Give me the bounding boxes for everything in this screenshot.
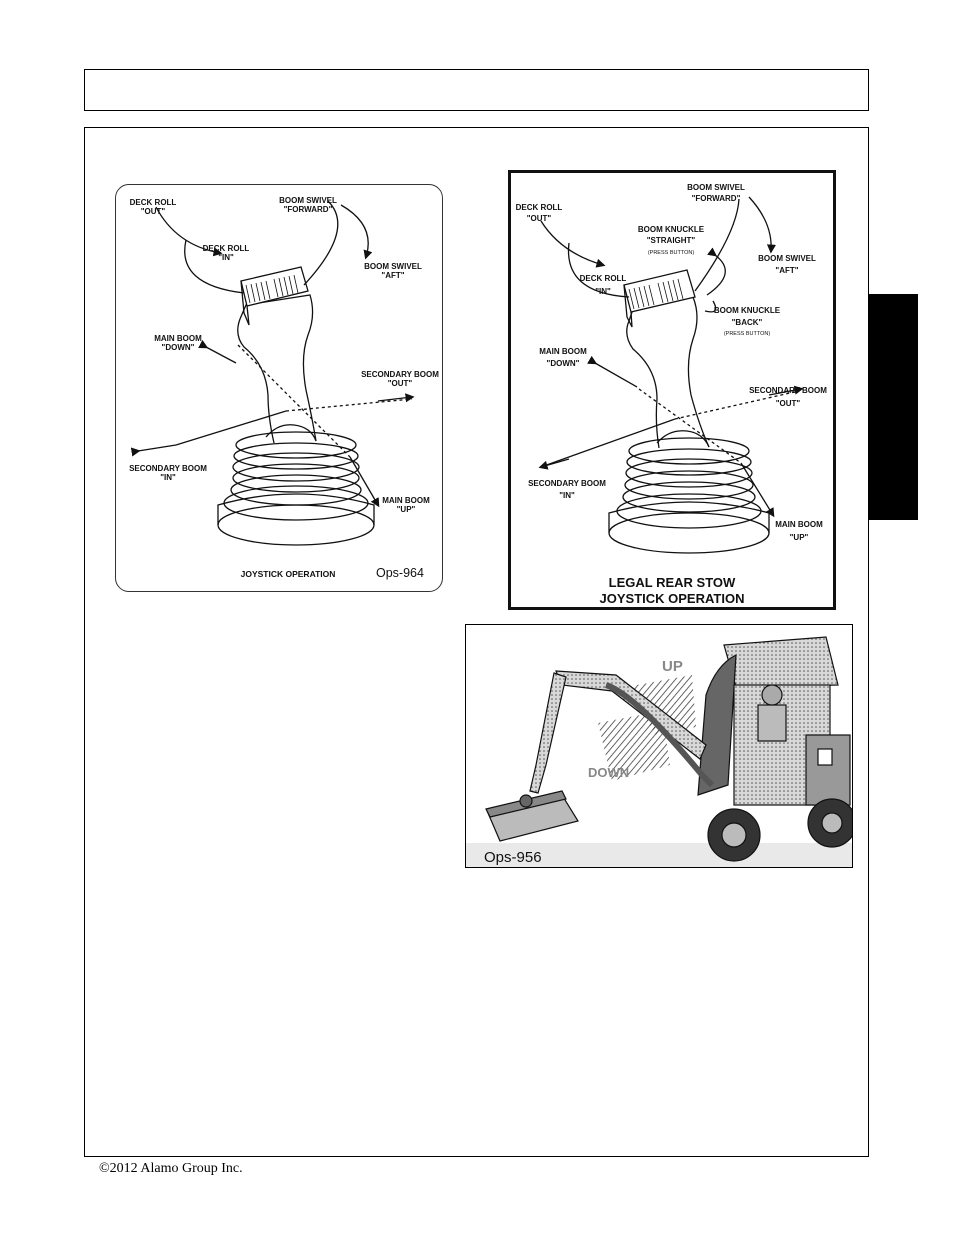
label-deck-roll-out: DECK ROLL "OUT" — [515, 203, 563, 223]
down-label: DOWN — [588, 765, 630, 780]
label-main-boom-up: MAIN BOOM "UP" — [382, 496, 430, 514]
section-tab — [869, 294, 918, 520]
label-deck-roll-out: DECK ROLL "OUT" — [129, 198, 177, 216]
label-secondary-boom-in: SECONDARY BOOM "IN" — [528, 479, 606, 500]
label-main-boom-down: MAIN BOOM "DOWN" — [154, 334, 202, 352]
figure2-caption-line2: JOYSTICK OPERATION — [599, 591, 745, 606]
figure3-code: Ops-956 — [484, 849, 542, 866]
label-boom-swivel-forward: BOOM SWIVEL "FORWARD" — [279, 196, 337, 214]
legal-rear-stow-figure — [508, 170, 836, 610]
tractor-boom-illustration — [466, 625, 852, 867]
label-main-boom-up: MAIN BOOM "UP" — [775, 520, 823, 542]
footer-copyright: ©2012 Alamo Group Inc. — [99, 1161, 243, 1176]
figure1-code: Ops-964 — [376, 566, 424, 580]
label-boom-swivel-aft: BOOM SWIVEL "AFT" — [364, 262, 422, 280]
page-header-box — [84, 69, 869, 111]
label-deck-roll-in: DECK ROLL "IN" — [202, 244, 250, 262]
figure2-caption-line1: LEGAL REAR STOW — [608, 575, 736, 590]
boom-up-down-photo — [465, 624, 853, 868]
label-boom-knuckle-back: BOOM KNUCKLE "BACK" (PRESS BUTTON) — [713, 306, 781, 337]
legal-rear-stow-illustration — [511, 173, 833, 607]
label-secondary-boom-out: SECONDARY BOOM "OUT" — [749, 386, 827, 408]
figure1-caption: JOYSTICK OPERATION — [240, 569, 336, 579]
label-secondary-boom-out: SECONDARY BOOM "OUT" — [361, 370, 439, 388]
joystick-illustration — [116, 185, 444, 593]
label-deck-roll-in: DECK ROLL "IN" — [579, 274, 627, 296]
label-boom-swivel-aft: BOOM SWIVEL "AFT" — [758, 254, 816, 275]
label-secondary-boom-in: SECONDARY BOOM "IN" — [129, 464, 207, 482]
label-main-boom-down: MAIN BOOM "DOWN" — [539, 347, 587, 368]
up-label: UP — [662, 658, 683, 675]
joystick-operation-figure — [115, 184, 443, 592]
label-boom-knuckle-straight: BOOM KNUCKLE "STRAIGHT" (PRESS BUTTON) — [637, 225, 705, 256]
label-boom-swivel-forward: BOOM SWIVEL "FORWARD" — [687, 183, 745, 203]
